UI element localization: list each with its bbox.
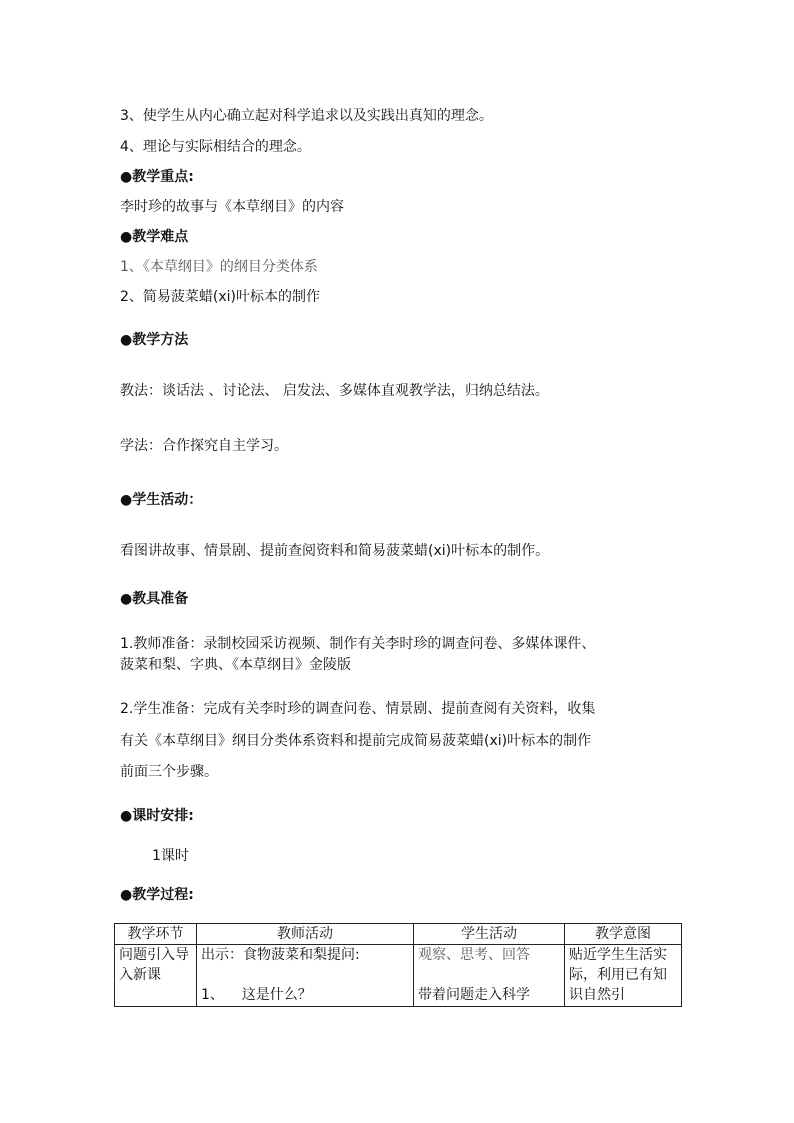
- table-header-row: [115, 924, 682, 945]
- goal-4: 4、理论与实际相结合的理念。: [120, 139, 311, 155]
- difficulty-1: 1、《本草纲目》的纲目分类体系: [120, 259, 318, 275]
- cell-student-activity: [414, 945, 565, 1007]
- header-intent: 教学意图: [565, 924, 682, 945]
- learning-method: 学法：合作探究自主学习。: [120, 438, 288, 454]
- student-activity-content: 看图讲故事、情景剧、提前查阅资料和简易菠菜蜡(xi)叶标本的制作。: [120, 543, 550, 559]
- teaching-process-table: [114, 923, 682, 1007]
- cell-stage: 问题引入导入新课: [115, 945, 197, 1007]
- heading-class-hours: ●课时安排:: [120, 808, 194, 824]
- table-row: [115, 945, 682, 1007]
- cell-intent: 贴近学生生活实际，利用已有知识自然引: [565, 945, 682, 1007]
- heading-teaching-aids: ●教具准备: [120, 591, 189, 607]
- cell-teacher-activity: [197, 945, 414, 1007]
- student-activity-line-2: 带着问题走入科学: [418, 987, 530, 1003]
- heading-difficulties: ●教学难点: [120, 229, 189, 245]
- header-teacher-activity: 教师活动: [197, 924, 414, 945]
- teacher-activity-line-2: 1、 这是什么？: [201, 987, 312, 1003]
- teaching-aids-1a: 1.教师准备：录制校园采访视频、制作有关李时珍的调查问卷、多媒体课件、: [120, 636, 596, 652]
- header-student-activity: 学生活动: [414, 924, 565, 945]
- heading-methods: ●教学方法: [120, 332, 189, 348]
- teaching-method: 教法：谈话法 、讨论法、 启发法、多媒体直观教学法，归纳总结法。: [120, 383, 549, 399]
- header-stage: 教学环节: [115, 924, 197, 945]
- heading-key-points: ●教学重点:: [120, 169, 194, 185]
- heading-teaching-process: ●教学过程:: [120, 887, 194, 903]
- teaching-aids-2b: 有关《本草纲目》纲目分类体系资料和提前完成简易菠菜蜡(xi)叶标本的制作: [120, 733, 592, 749]
- teaching-aids-1b: 菠菜和梨、字典、《本草纲目》金陵版: [120, 657, 351, 673]
- teacher-activity-line-1: 出示：食物菠菜和梨提问:: [201, 947, 360, 963]
- key-points-content: 李时珍的故事与《本草纲目》的内容: [120, 199, 344, 215]
- student-activity-line-1: 观察、思考、回答: [418, 947, 530, 963]
- teaching-aids-2a: 2.学生准备：完成有关李时珍的调查问卷、情景剧、提前查阅有关资料，收集: [120, 701, 596, 717]
- goal-3: 3、使学生从内心确立起对科学追求以及实践出真知的理念。: [120, 108, 493, 124]
- teaching-aids-2c: 前面三个步骤。: [120, 764, 218, 780]
- heading-student-activity: ●学生活动：: [120, 492, 203, 508]
- class-hours-content: 1课时: [152, 848, 189, 864]
- difficulty-2: 2、简易菠菜蜡(xi)叶标本的制作: [120, 289, 321, 305]
